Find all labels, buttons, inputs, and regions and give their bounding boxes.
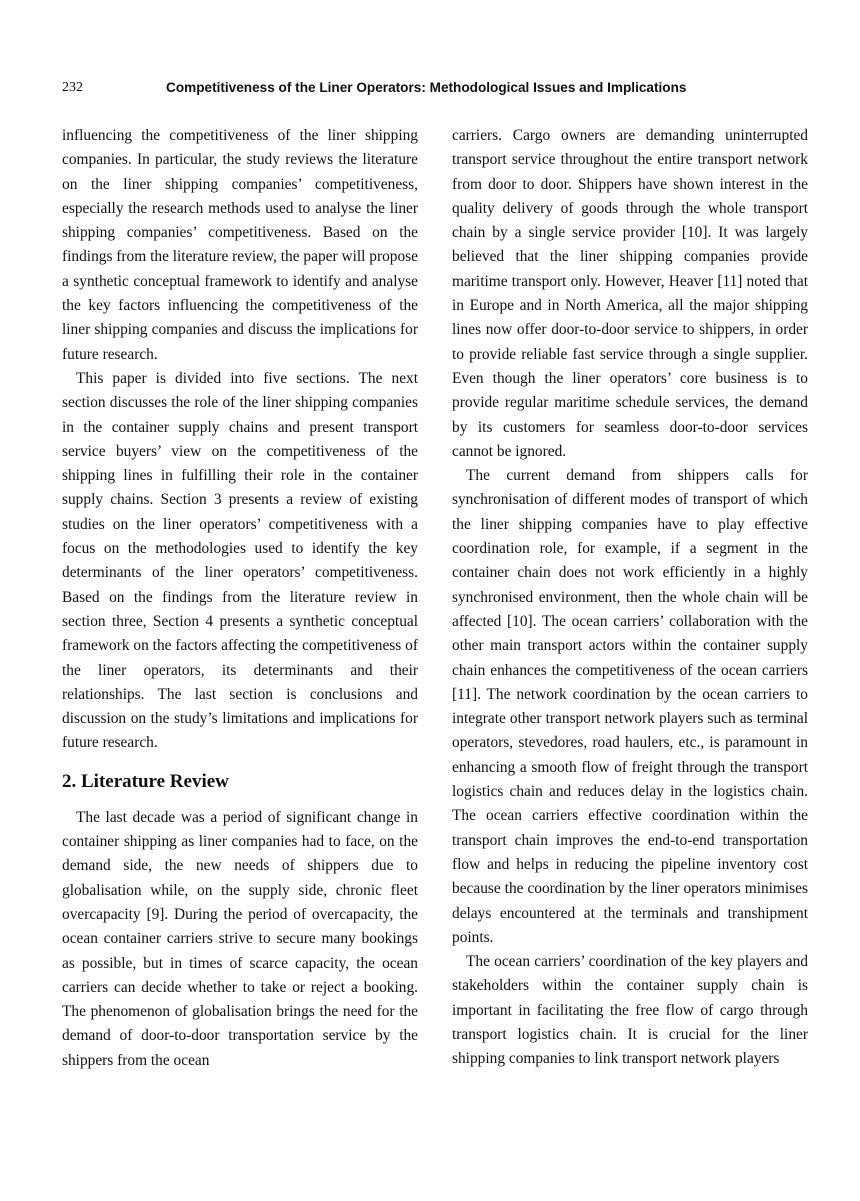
- running-header: [62, 78, 808, 98]
- paragraph: This paper is divided into five sections. The next section discusses the role of the liner shipping companies in the container supply chains and present transport service buyers’ view on the competitiveness of the shipping lines in fulfilling their role in the container supply chains. Section 3 presents a review of existing studies on the liner operators’ competitiveness with a focus on the methodologies used to identify the key determinants of the liner operators’ competitiveness. Based on the findings from the literature review in section three, Section 4 presents a synthetic conceptual framework on the factors affecting the competitiveness of the liner operators, its determinants and their relationships. The last section is conclusions and discussion on the study’s limitations and implications for future research.: [62, 369, 418, 752]
- running-title: Competitiveness of the Liner Operators: Methodological Issues and Implications: [166, 80, 687, 95]
- paragraph: carriers. Cargo owners are demanding uninterrupted transport service throughout the entire transport network from door to door. Shippers have shown interest in the quality delivery of goods through the whole transport chain by a single service provider [10]. It was largely believed that the liner shipping companies provide maritime transport only. However, Heaver [11] noted that in Europe and in North America, all the major shipping lines now offer door-to-door service to shippers, in order to provide reliable fast service through a single supplier. Even though the liner operators’ core business is to provide regular maritime schedule services, the demand by its customers for seamless door-to-door services cannot be ignored.: [452, 127, 808, 460]
- right-column: [452, 124, 808, 1072]
- section-heading: 2. Literature Review: [62, 770, 229, 792]
- paragraph: influencing the competitiveness of the liner shipping companies. In particular, the study reviews the literature on the liner shipping companies’ competitiveness, especially the research methods used to analyse the liner shipping companies’ competitiveness. Based on the findings from the literature review, the paper will propose a synthetic conceptual framework to identify and analyse the key factors influencing the competitiveness of the liner shipping companies and discuss the implications for future research.: [62, 127, 418, 363]
- paragraph: The last decade was a period of significant change in container shipping as liner companies had to face, on the demand side, the new needs of shippers due to globalisation while, on the supply side, chronic fleet overcapacity [9]. During the period of overcapacity, the ocean container carriers strive to secure many bookings as possible, but in times of scarce capacity, the ocean carriers can decide whether to take or reject a booking. The phenomenon of globalisation brings the need for the demand of door-to-door transportation service by the shippers from the ocean: [62, 808, 418, 1069]
- paragraph: The ocean carriers’ coordination of the key players and stakeholders within the container supply chain is important in facilitating the free flow of cargo through transport logistics chain. It is crucial for the liner shipping companies to link transport network players: [452, 953, 808, 1068]
- left-column: [62, 124, 418, 1073]
- page-number: 232: [62, 80, 83, 95]
- paragraph: The current demand from shippers calls for synchronisation of different modes of transport of which the liner shipping companies have to play effective coordination role, for example, if a segment in the container chain does not work efficiently in a highly synchronised environment, then the whole chain will be affected [10]. The ocean carriers’ collaboration with the other main transport actors within the container supply chain enhances the competitiveness of the ocean carriers [11]. The network coordination by the ocean carriers to integrate other transport network players such as terminal operators, stevedores, road haulers, etc., is paramount in enhancing a smooth flow of freight through the transport logistics chain and reduces delay in the logistics chain. The ocean carriers effective coordination within the transport chain improves the end-to-end transportation flow and helps in reducing the pipeline inventory cost because the coordination by the liner operators minimises delays encountered at the terminals and transhipment points.: [452, 467, 808, 946]
